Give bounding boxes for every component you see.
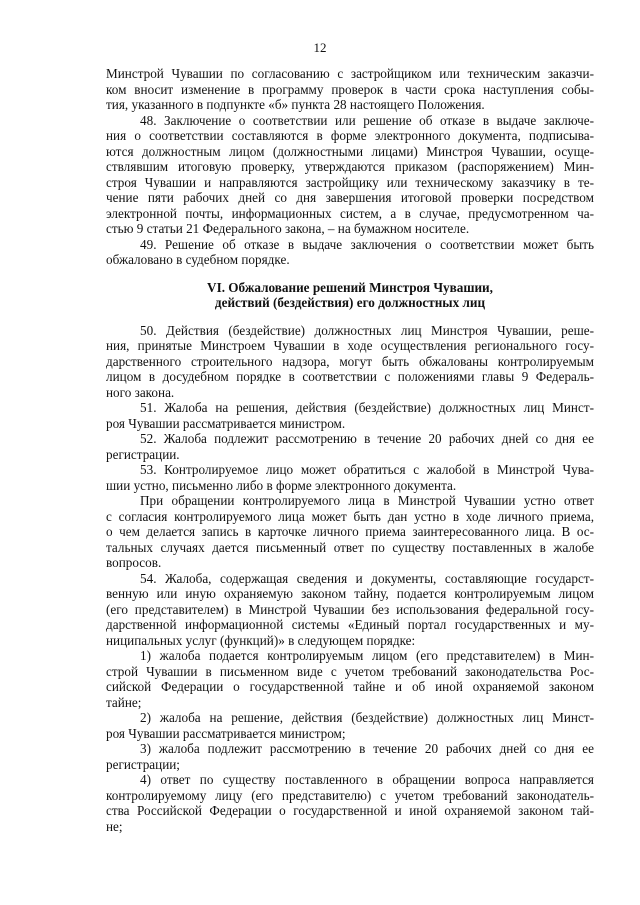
text-line: ства Российской Федерации о государственной и иной охраняемой законом тай- (106, 803, 594, 818)
text-line: строя Чувашии и направляются застройщику или техническому заказчику в те- (106, 174, 594, 190)
text-line: с согласия контролируемого лица может быть дан устно в ходе личного приема, (106, 508, 594, 524)
text-line: 52. Жалоба подлежит рассмотрению в течение 20 рабочих дней со дня ее (140, 431, 594, 446)
text-line: ния о соответствии составляются в форме электронного документа, подписыва- (106, 128, 594, 143)
text-line: Минстрой Чувашии по согласованию с застройщиком или техническим заказчи- (106, 66, 594, 81)
text-line: ком вносит изменение в программу проверок в части срока наступления собы- (106, 81, 594, 97)
text-line: роя Чувашии рассматривается министром; (106, 725, 346, 741)
text-line: о чем делается запись в карточке личного приема заинтересованного лица. В ос- (106, 524, 594, 539)
text-line: тайне; (106, 694, 142, 710)
text-line: тальных случаях дается письменный ответ по существу поставленных в жалобе (106, 539, 594, 555)
page-number: 12 (313, 40, 327, 55)
text-line: вопросов. (106, 555, 162, 570)
text-line: 53. Контролируемое лицо может обратиться с жалобой в Минстрой Чува- (140, 462, 594, 477)
text-line: ствлявшим итоговую проверку, утверждаются приказом (распоряжением) Мин- (106, 159, 594, 174)
text-line: 54. Жалоба, содержащая сведения и документы, составляющие государст- (140, 570, 594, 586)
text-line: венную или иную охраняемую законом тайну, подается контролируемым лицом (106, 586, 594, 601)
text-line: 49. Решение об отказе в выдаче заключения о соответствии может быть (140, 236, 594, 252)
text-line: 2) жалоба на решение, действия (бездействие) должностных лиц Минст- (140, 710, 594, 725)
text-line: 50. Действия (бездействие) должностных лиц Минстроя Чувашии, реше- (140, 322, 594, 338)
text-line: не; (106, 818, 123, 834)
text-line: строй Чувашии в письменном виде с учетом требований законодательства Рос- (106, 663, 594, 679)
text-line: лицом в досудебном порядке в соответствии с положениями главы 9 Федераль- (106, 369, 594, 384)
text-line: (его представителем) в Минстрой Чувашии без использования федеральной госу- (106, 601, 594, 617)
page-content (106, 66, 594, 834)
text-line: обжаловано в судебном порядке. (106, 252, 290, 267)
text-line: дарственной информационной системы «Единый портал государственных и му- (106, 617, 594, 632)
text-line: стью 9 статьи 21 Федерального закона, – на бумажном носителе. (106, 221, 470, 236)
text-line: электронной почты, информационных систем, а в случае, предусмотренном ча- (106, 205, 594, 221)
text-line: 51. Жалоба на решения, действия (бездействие) должностных лиц Минст- (140, 400, 594, 415)
section-heading-line-1: VI. Обжалование решений Минстроя Чувашии, (207, 279, 493, 295)
text-line: чение пяти рабочих дней со дня завершения итоговой проверки посредством (106, 190, 594, 205)
text-line: ются должностным лицом (должностными лицами) Минстроя Чувашии, осуще- (106, 143, 594, 159)
text-line: роя Чувашии рассматривается министром. (106, 415, 346, 431)
text-line: 48. Заключение о соответствии или решение об отказе в выдаче заключе- (140, 112, 594, 128)
text-line: 3) жалоба подлежит рассмотрению в течение 20 рабочих дней со дня ее (140, 741, 594, 756)
text-line: 4) ответ по существу поставленного в обращении вопроса направляется (140, 772, 594, 787)
section-heading-line-2: действий (бездействия) его должностных лиц (214, 295, 486, 310)
text-line: регистрации; (106, 756, 180, 772)
text-line: тия, указанного в подпункте «б» пункта 28 настоящего Положения. (106, 97, 485, 112)
text-line: регистрации. (106, 446, 180, 462)
text-line: ниципальных услуг (функций)» в следующем порядке: (106, 632, 416, 648)
text-line: 1) жалоба подается контролируемым лицом (его представителем) в Мин- (140, 648, 594, 663)
text-line: ния, принятые Минстроем Чувашии в ходе осуществления регионального госу- (106, 338, 594, 353)
text-line: шии устно, письменно либо в форме электронного документа. (106, 477, 457, 493)
text-line: ного закона. (106, 384, 175, 400)
text-line: сийской Федерации о государственной тайне и об иной охраняемой законом (106, 679, 594, 694)
text-line: контролируемому лицу (его представителю) с учетом требований законодатель- (106, 787, 594, 803)
text-line: дарственного строительного надзора, могут быть обжалованы контролируемым (106, 353, 594, 369)
text-line: При обращении контролируемого лица в Минстрой Чувашии устно ответ (140, 493, 594, 508)
